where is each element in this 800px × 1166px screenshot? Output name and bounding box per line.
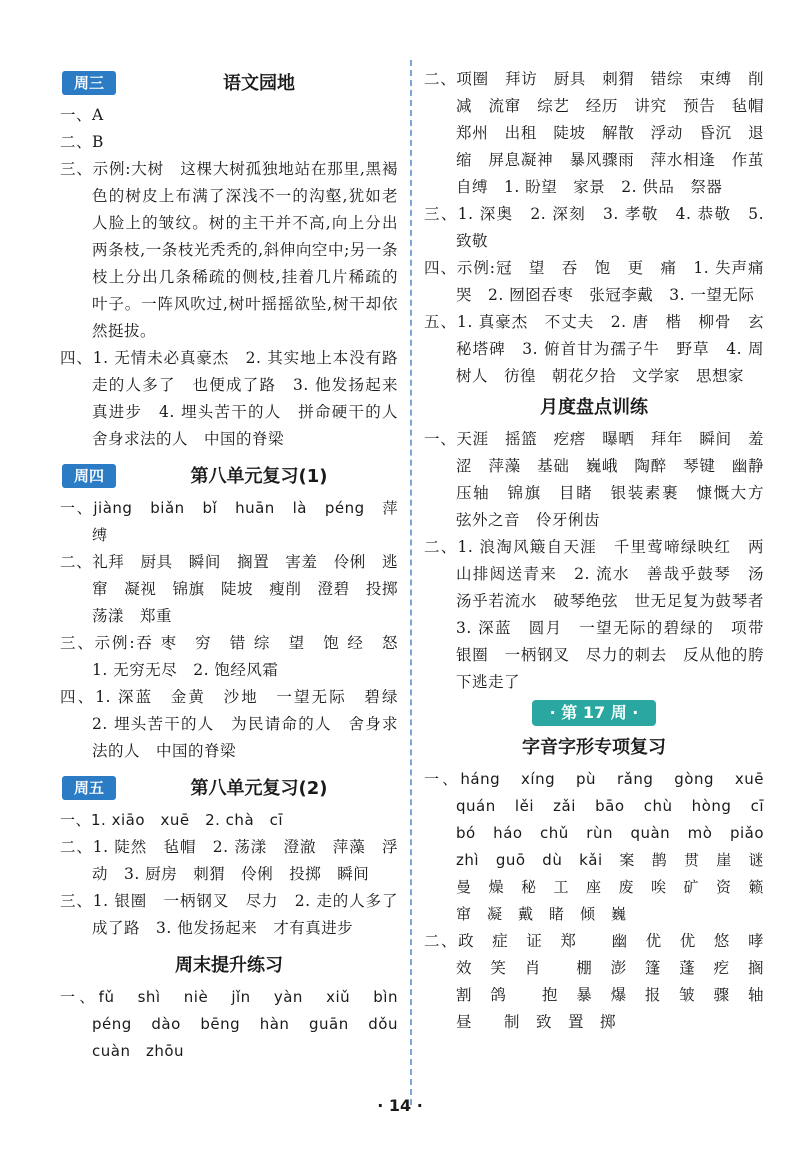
answer-item: 一、1. xiāo xuē 2. chà cī: [60, 811, 284, 829]
week-banner: [424, 700, 764, 730]
section-head-monthly: [424, 392, 764, 424]
section-title: 第八单元复习(2): [190, 778, 328, 799]
answer-item: 一、天涯 摇篮 疙瘩 曝晒 拜年 瞬间 羞涩 萍藻 基础 巍峨 陶醉 琴键 幽静 压轴 锦旗 目睹 银装素裹 慷慨大方 弦外之音 伶牙俐齿: [424, 430, 781, 529]
day-badge: 周五: [62, 776, 116, 800]
week-badge: · 第 17 周 ·: [532, 700, 657, 726]
section-title: 语文园地: [223, 73, 295, 94]
answer-item: 三、示例:大树 这棵大树孤独地站在那里,黑褐色的树皮上布满了深浅不一的沟壑,犹如老人脸上的皱纹。树的主干并不高,向上分出两条枝,一条枝光秃秃的,斜伸向空中;另一条枝上分出几条稀疏的侧枝,挂着几片稀疏的叶子。一阵风吹过,树叶摇摇欲坠,树干却依然挺拔。: [60, 160, 398, 340]
section-head-wednesday: [60, 68, 398, 100]
section-title: 第八单元复习(1): [190, 466, 328, 487]
section-title: 月度盘点训练: [540, 397, 648, 418]
answer-item: 一、fǔ shì niè jǐn yàn xiǔ bìn péng dào bēng hàn guān dǒu cuàn zhōu: [60, 988, 414, 1060]
answer-item: 四、1. 深蓝 金黄 沙地 一望无际 碧绿 2. 埋头苦干的人 为民请命的人 舍身求法的人 中国的脊梁: [60, 688, 415, 760]
answer-item: 四、示例:冠 望 吞 饱 更 痛 1. 失声痛哭 2. 囫囵吞枣 张冠李戴 3. 一望无际: [424, 259, 764, 304]
section-head-weekend: [60, 950, 398, 982]
answer-item: 二、礼拜 厨具 瞬间 搁置 害羞 伶俐 逃窜 凝视 锦旗 陡坡 瘦削 澄碧 投掷 荡漾 郑重: [60, 553, 415, 625]
answer-item: 一、A: [60, 106, 104, 124]
day-badge: 周四: [62, 464, 116, 488]
section-head-thursday: [60, 461, 398, 493]
section-head-review: [424, 732, 764, 764]
right-column: [424, 66, 781, 1036]
answer-item: 一、jiàng biǎn bǐ huān là péng 萍 缚: [60, 499, 414, 544]
answer-item: 三、示例:吞 枣 穷 错 综 望 饱 经 怒 1. 无穷无尽 2. 饱经风霜: [60, 634, 415, 679]
answer-item: 四、1. 无情未必真豪杰 2. 其实地上本没有路 走的人多了 也便成了路 3. 他发扬起来 真进步 4. 埋头苦干的人 拼命硬干的人 舍身求法的人 中国的脊梁: [60, 349, 415, 448]
answer-item: 二、政 症 证 郑 幽 优 优 悠 哮 效 笑 肖 棚 澎 篷 蓬 疙 搁 割 鸽 抱 暴 爆 报 皱 骤 轴 昼 制 致 置 掷: [424, 932, 781, 1031]
answer-item: 三、1. 深奥 2. 深刻 3. 孝敬 4. 恭敬 5. 致敬: [424, 205, 764, 250]
section-title: 周末提升练习: [175, 955, 283, 976]
answer-item: 一、háng xíng pù rǎng gòng xuē quán lěi zǎi bāo chù hòng cī bó háo chǔ rùn quàn mò piǎo zhì guō dù kǎi 案 鹊 贯 崖 谜 曼 燥 秘 工 座 废 唉 矿 资 籁 窜 凝 戴 睹 倾 巍: [424, 770, 780, 923]
day-badge: 周三: [62, 71, 116, 95]
answer-item: 二、B: [60, 133, 104, 151]
page-number: · 14 ·: [377, 1096, 423, 1115]
answer-item: 五、1. 真豪杰 不丈夫 2. 唐 楷 柳骨 玄秘塔碑 3. 俯首甘为孺子牛 野草 4. 周树人 彷徨 朝花夕拾 文学家 思想家: [424, 313, 764, 385]
section-title: 字音字形专项复习: [522, 737, 666, 758]
section-head-friday: [60, 773, 398, 805]
answer-item: 二、项圈 拜访 厨具 刺猬 错综 束缚 削减 流窜 综艺 经历 讲究 预告 毡帽 郑州 出租 陡坡 解散 浮动 昏沉 退缩 屏息凝神 暴风骤雨 萍水相逢 作茧自缚 1. 盼望 家景 2. 供品 祭器: [424, 70, 781, 196]
answer-item: 三、1. 银圈 一柄钢叉 尽力 2. 走的人多了 成了路 3. 他发扬起来 才有真进步: [60, 892, 415, 937]
left-column: [60, 66, 415, 1065]
answer-item: 二、1. 陡然 毡帽 2. 荡漾 澄澈 萍藻 浮动 3. 厨房 刺猬 伶俐 投掷 瞬间: [60, 838, 398, 883]
answer-item: 二、1. 浪淘风簸自天涯 千里莺啼绿映红 两山排闼送青来 2. 流水 善哉乎鼓琴 汤汤乎若流水 破琴绝弦 世无足复为鼓琴者 3. 深蓝 圆月 一望无际的碧绿的 项带银圈 一柄钢叉 尽力的刺去 反从他的胯下逃走了: [424, 538, 781, 691]
